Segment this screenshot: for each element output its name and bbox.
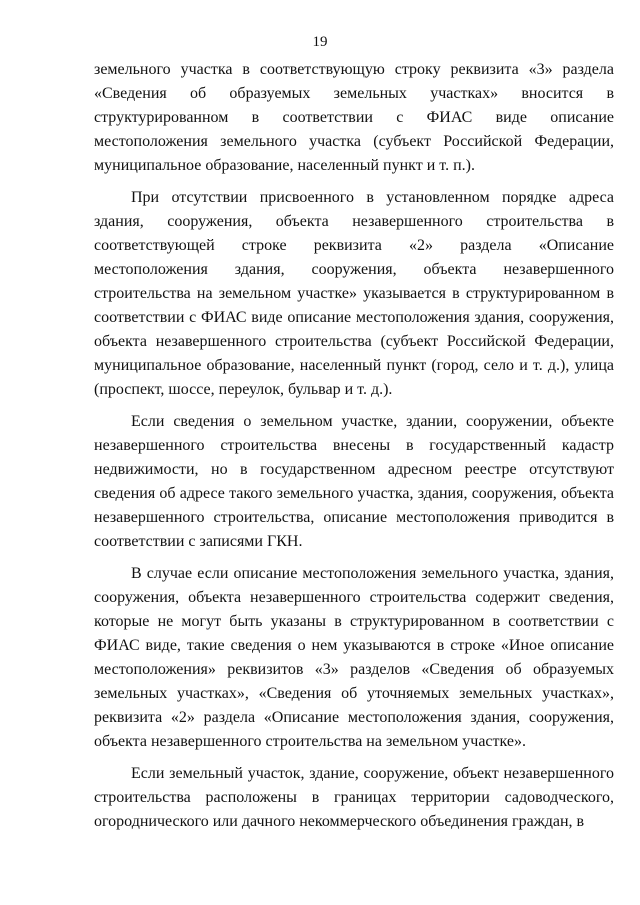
paragraph-gkn-records: Если сведения о земельном участке, здании, сооружении, объекте незавершенного строительства внесены в государственный кадастр недвижимости, но в государственном адресном реестре отсутствуют сведения об адресе такого земельного участка, здания, сооружения, объекта незавершенного строительства, описание местоположения приводится в соответствии с записями ГКН. (94, 413, 614, 550)
paragraph-gardening-association: Если земельный участок, здание, сооружение, объект незавершенного строительства расположены в границах территории садоводческого, огороднического или дачного некоммерческого объединения граждан, в (94, 765, 614, 830)
paragraph-missing-address: При отсутствии присвоенного в установленном порядке адреса здания, сооружения, объекта незавершенного строительства в соответствующей строке реквизита «2» раздела «Описание местоположения здания, сооружения, объекта незавершенного строительства на земельном участке» указывается в структурированном в соответствии с ФИАС виде описание местоположения здания, сооружения, объекта незавершенного строительства (субъект Российской Федерации, муниципальное образование, населенный пункт (город, село и т. д.), улица (проспект, шоссе, переулок, бульвар и т. д.). (94, 189, 614, 398)
page-number: 19 (312, 34, 328, 50)
paragraph-continuation: земельного участка в соответствующую строку реквизита «3» раздела «Сведения об образуемых земельных участках» вносится в структурированном в соответствии с ФИАС виде описание местоположения земельного участка (субъект Российской Федерации, муниципальное образование, населенный пункт и т. п.). (94, 61, 614, 174)
paragraph-other-description: В случае если описание местоположения земельного участка, здания, сооружения, объекта незавершенного строительства содержит сведения, которые не могут быть указаны в структурированном в соответствии с ФИАС виде, такие сведения о нем указываются в строке «Иное описание местоположения» реквизитов «3» разделов «Сведения об образуемых земельных участках», «Сведения об уточняемых земельных участках», реквизита «2» раздела «Описание местоположения здания, сооружения, объекта незавершенного строительства на земельном участке». (94, 565, 614, 750)
document-body (94, 58, 614, 834)
